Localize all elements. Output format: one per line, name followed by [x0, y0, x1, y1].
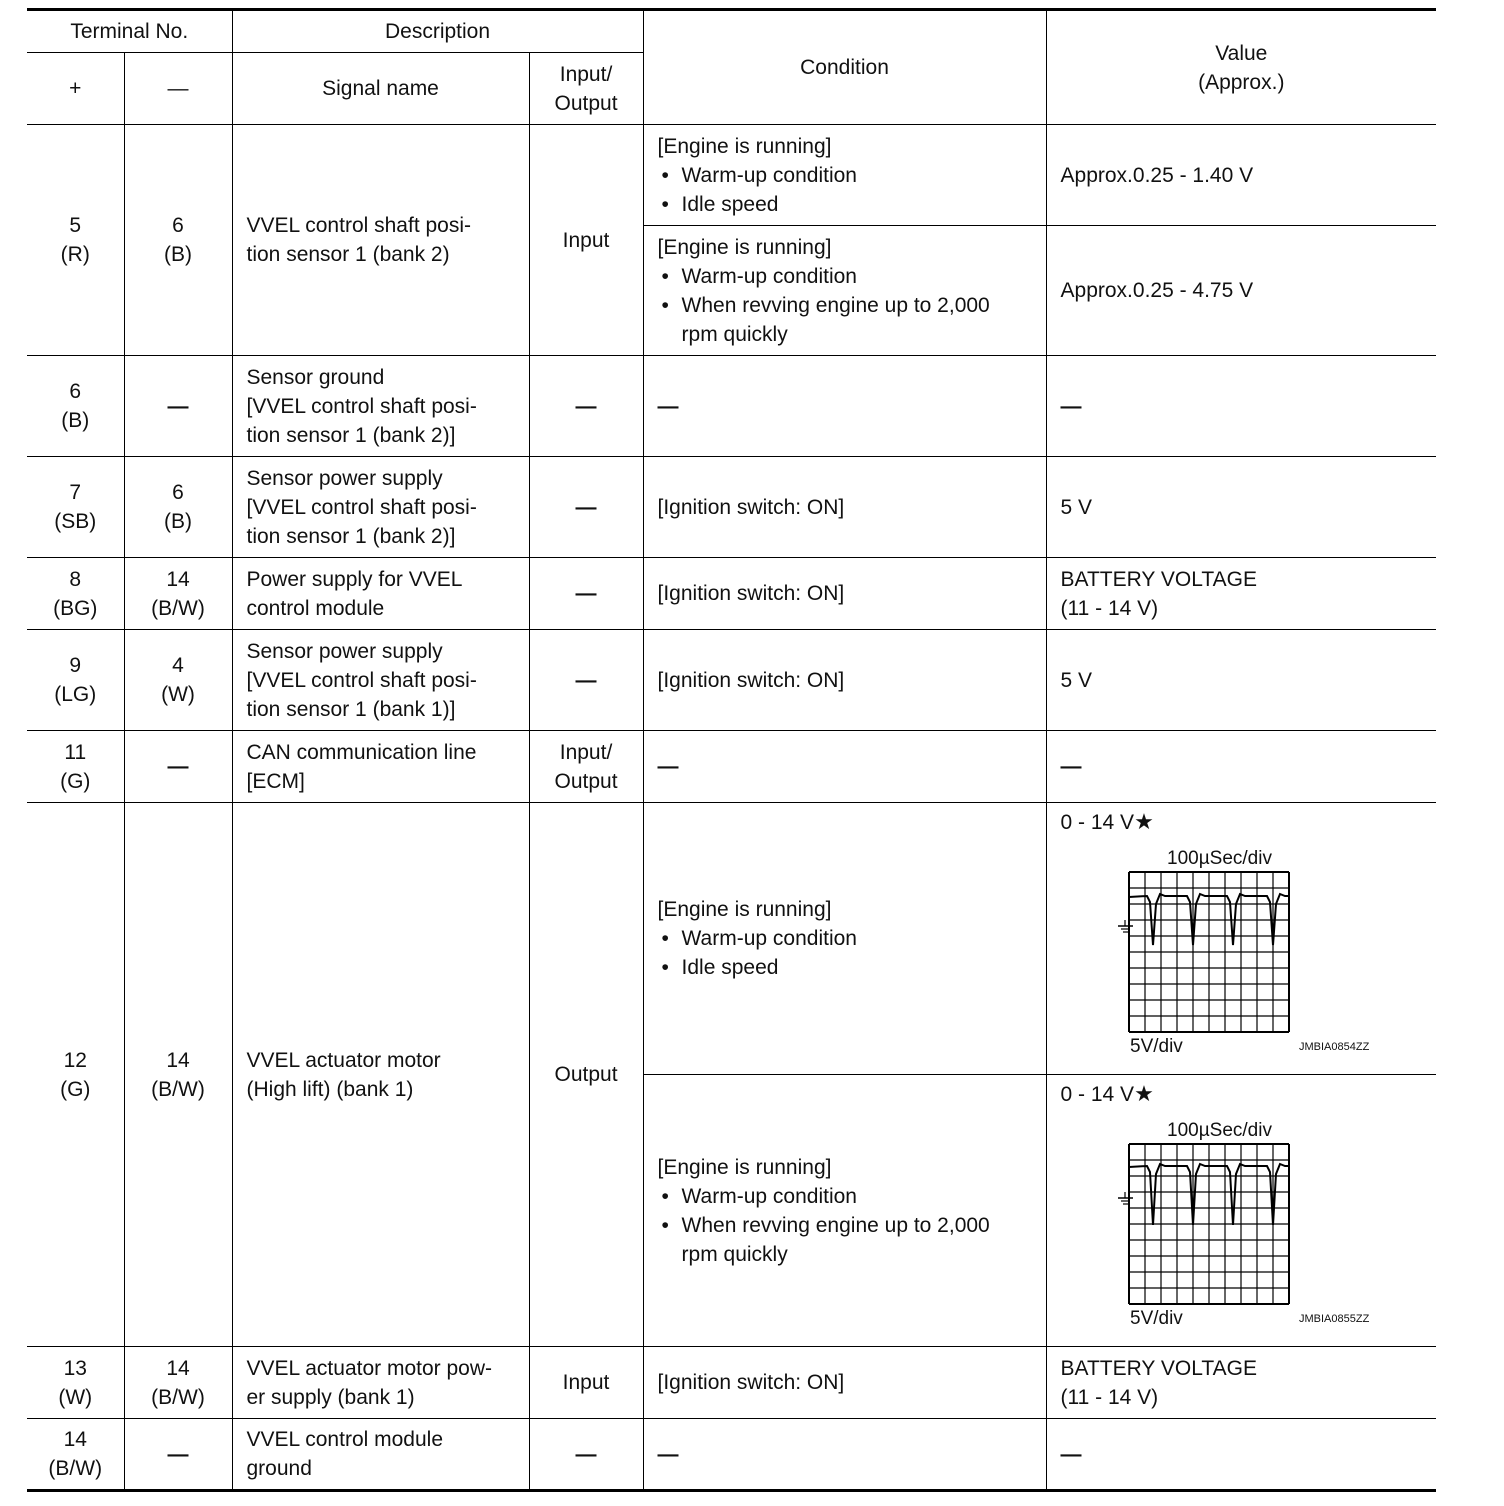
terminal-minus-no: 6 [172, 214, 184, 237]
terminal-minus-no: — [167, 755, 189, 778]
table-row [27, 457, 1436, 558]
io-line: — [575, 495, 597, 519]
header-signal-name: Signal name [232, 53, 529, 125]
signal-name-line: tion sensor 1 (bank 2)] [246, 524, 456, 548]
condition-line: [Engine is running] [657, 235, 832, 259]
signal-name-line: [VVEL control shaft posi- [246, 668, 477, 692]
value-line: Approx.0.25 - 4.75 V [1060, 279, 1254, 302]
terminal-minus-no: 4 [172, 654, 184, 677]
condition-item: • Warm-up condition [658, 924, 1032, 953]
signal-name [232, 1419, 529, 1491]
io-direction [529, 1347, 643, 1419]
signal-name-line: ground [246, 1457, 312, 1480]
io-direction [529, 731, 643, 803]
signal-name-line: CAN communication line [246, 740, 477, 764]
terminal-minus-no: 14 [166, 1048, 190, 1072]
value [1046, 226, 1436, 356]
terminal-plus [27, 457, 124, 558]
header-condition: Condition [643, 10, 1046, 125]
terminal-minus-no: — [167, 394, 189, 418]
header-value-line1: Value [1215, 41, 1268, 65]
condition-item: • When revving engine up to 2,000 rpm quickly [658, 1211, 1032, 1269]
header-value-line2: (Approx.) [1198, 70, 1285, 94]
table-row [27, 356, 1436, 457]
signal-name-line: tion sensor 1 (bank 1)] [246, 697, 456, 721]
signal-name-line: (High lift) (bank 1) [246, 1077, 414, 1101]
signal-name-line: VVEL actuator motor pow- [246, 1356, 492, 1380]
condition-line: — [657, 1442, 679, 1466]
condition [643, 558, 1046, 630]
condition-item: • Idle speed [658, 190, 1032, 219]
signal-name-line: er supply (bank 1) [246, 1385, 415, 1409]
scope-time-div: 100µSec/div [1166, 848, 1272, 869]
io-direction [529, 630, 643, 731]
terminal-plus [27, 731, 124, 803]
condition-list [658, 161, 1032, 219]
wire-color: (SB) [54, 510, 97, 533]
value-line: — [1060, 1442, 1082, 1466]
condition [643, 803, 1046, 1075]
star-icon: ★ [1134, 809, 1154, 834]
condition-line: [Engine is running] [657, 134, 832, 158]
wire-color: (G) [60, 769, 91, 793]
condition-line: — [657, 755, 679, 778]
condition-line: — [657, 394, 679, 418]
condition [643, 226, 1046, 356]
signal-name-line: VVEL control module [246, 1428, 443, 1451]
signal-name-line: VVEL actuator motor [246, 1048, 441, 1072]
table-row [27, 1347, 1436, 1419]
signal-name-line: control module [246, 596, 385, 620]
wire-color: (B/W) [151, 1385, 205, 1409]
value [1046, 1419, 1436, 1491]
signal-name [232, 125, 529, 356]
wire-color: (W) [58, 1385, 93, 1409]
value [1046, 125, 1436, 226]
header-value [1046, 10, 1436, 125]
header-minus: — [124, 53, 232, 125]
terminal-plus [27, 558, 124, 630]
value-line: Approx.0.25 - 1.40 V [1060, 163, 1254, 187]
io-direction [529, 803, 643, 1347]
table-body [27, 125, 1436, 1491]
terminal-minus [124, 1419, 232, 1491]
table-row [27, 630, 1436, 731]
terminal-plus-no: 13 [63, 1356, 87, 1380]
scope-figure-code: JMBIA0854ZZ [1298, 1041, 1369, 1053]
terminal-plus-no: 9 [69, 654, 82, 677]
signal-name [232, 1347, 529, 1419]
terminal-minus [124, 356, 232, 457]
wire-color: (B) [61, 409, 90, 432]
io-line: Output [554, 1063, 618, 1086]
terminal-plus [27, 803, 124, 1347]
condition-line: [Engine is running] [657, 898, 832, 921]
value-line: (11 - 14 V) [1060, 1385, 1159, 1409]
wire-color: (G) [60, 1077, 91, 1101]
scope-range: 0 - 14 V [1060, 811, 1135, 834]
signal-name-line: Power supply for VVEL [246, 567, 463, 591]
condition [643, 1075, 1046, 1347]
value [1046, 731, 1436, 803]
condition-item: • When revving engine up to 2,000 rpm quickly [658, 291, 1032, 349]
condition [643, 457, 1046, 558]
value-line: BATTERY VOLTAGE [1060, 567, 1257, 591]
signal-name-line: Sensor power supply [246, 466, 443, 490]
wire-color: (B) [164, 243, 192, 266]
condition-line: [Engine is running] [657, 1155, 832, 1179]
io-line: — [575, 394, 597, 418]
value [1046, 803, 1436, 1075]
condition [643, 356, 1046, 457]
terminal-minus [124, 1347, 232, 1419]
table-row [27, 1419, 1436, 1491]
table-row [27, 558, 1436, 630]
io-line: Input [562, 228, 610, 252]
condition-item: • Warm-up condition [658, 161, 1032, 190]
io-direction [529, 1419, 643, 1491]
signal-name-line: [VVEL control shaft posi- [246, 495, 477, 519]
condition-line: [Ignition switch: ON] [657, 582, 845, 605]
value [1046, 1075, 1436, 1347]
terminal-minus [124, 630, 232, 731]
wire-color: (R) [60, 243, 90, 266]
value-line: — [1060, 394, 1082, 418]
value-line: BATTERY VOLTAGE [1060, 1356, 1257, 1380]
terminal-plus [27, 1347, 124, 1419]
signal-name [232, 356, 529, 457]
value [1046, 457, 1436, 558]
condition-list [658, 262, 1032, 349]
terminal-minus-no: 14 [166, 1356, 190, 1380]
oscilloscope-figure [1061, 1075, 1423, 1343]
io-direction [529, 457, 643, 558]
signal-name-line: Sensor power supply [246, 639, 443, 663]
value [1046, 630, 1436, 731]
condition [643, 1347, 1046, 1419]
table-row [27, 125, 1436, 226]
value-line: (11 - 14 V) [1060, 596, 1159, 620]
wire-color: (LG) [54, 683, 97, 706]
scope-range-label [1061, 1079, 1154, 1109]
terminal-minus [124, 457, 232, 558]
header-plus: + [27, 53, 124, 125]
terminal-minus [124, 803, 232, 1347]
io-line: Input [562, 1371, 610, 1394]
signal-name [232, 731, 529, 803]
value-line: 5 V [1060, 668, 1093, 692]
signal-name-line: tion sensor 1 (bank 2) [246, 243, 450, 266]
terminal-minus-no: 6 [172, 481, 184, 504]
terminal-minus-no: 14 [166, 567, 190, 591]
terminal-plus [27, 630, 124, 731]
terminal-minus-no: — [167, 1442, 189, 1466]
scope-volt-div: 5V/div [1129, 1308, 1183, 1329]
oscilloscope-waveform [1061, 1109, 1401, 1329]
condition [643, 125, 1046, 226]
scope-range-label [1061, 807, 1154, 837]
signal-name-line: VVEL control shaft posi- [246, 214, 471, 237]
condition-line: [Ignition switch: ON] [657, 1371, 845, 1394]
signal-name-line: [VVEL control shaft posi- [246, 394, 477, 418]
io-line: — [575, 668, 597, 692]
signal-name [232, 457, 529, 558]
header-terminal-no: Terminal No. [27, 10, 232, 53]
terminal-minus [124, 731, 232, 803]
table-row [27, 731, 1436, 803]
scope-range: 0 - 14 V [1060, 1083, 1135, 1106]
signal-name-line: Sensor ground [246, 365, 385, 389]
oscilloscope-figure [1061, 803, 1423, 1071]
io-line: — [575, 1442, 597, 1466]
wire-color: (B) [164, 510, 192, 533]
wire-color: (BG) [53, 596, 98, 620]
oscilloscope-waveform [1061, 837, 1401, 1057]
terminal-minus [124, 558, 232, 630]
condition-item: • Idle speed [658, 953, 1032, 982]
ground-icon [1118, 1192, 1133, 1204]
terminal-plus-no: 11 [64, 740, 87, 764]
table-row [27, 803, 1436, 1075]
signal-name-line: [ECM] [246, 769, 305, 793]
condition-line: [Ignition switch: ON] [657, 668, 845, 692]
value [1046, 356, 1436, 457]
condition [643, 1419, 1046, 1491]
scope-volt-div: 5V/div [1129, 1036, 1183, 1057]
io-line: Output [554, 769, 618, 793]
header-io: Input/ Output [529, 53, 643, 125]
scope-time-div: 100µSec/div [1166, 1120, 1272, 1141]
value-line: 5 V [1060, 495, 1093, 519]
condition [643, 630, 1046, 731]
terminal-table [27, 8, 1436, 1492]
terminal-plus-no: 8 [69, 567, 82, 591]
signal-name-line: tion sensor 1 (bank 2)] [246, 423, 456, 447]
header-description: Description [232, 10, 643, 53]
star-icon: ★ [1134, 1081, 1154, 1106]
condition-list [658, 1182, 1032, 1269]
scope-figure-code: JMBIA0855ZZ [1298, 1313, 1369, 1325]
signal-name [232, 630, 529, 731]
io-line: — [575, 582, 597, 605]
signal-name [232, 558, 529, 630]
terminal-plus-no: 14 [63, 1428, 87, 1451]
io-direction [529, 125, 643, 356]
value [1046, 558, 1436, 630]
condition-item: • Warm-up condition [658, 1182, 1032, 1211]
terminal-plus [27, 356, 124, 457]
wire-color: (W) [161, 683, 195, 706]
wire-color: (B/W) [151, 596, 205, 620]
terminal-plus-no: 6 [69, 380, 82, 403]
value-line: — [1060, 755, 1082, 778]
io-direction [529, 356, 643, 457]
wire-color: (B/W) [151, 1077, 205, 1101]
wire-color: (B/W) [48, 1457, 103, 1480]
terminal-plus-no: 12 [63, 1048, 87, 1072]
value [1046, 1347, 1436, 1419]
condition-item: • Warm-up condition [658, 262, 1032, 291]
terminal-minus [124, 125, 232, 356]
io-direction [529, 558, 643, 630]
condition-list [658, 924, 1032, 982]
terminal-plus-no: 5 [69, 214, 82, 237]
terminal-plus-no: 7 [69, 481, 82, 504]
terminal-plus [27, 1419, 124, 1491]
condition [643, 731, 1046, 803]
terminal-plus [27, 125, 124, 356]
io-line: Input/ [559, 740, 613, 764]
condition-line: [Ignition switch: ON] [657, 495, 845, 519]
ground-icon [1118, 920, 1133, 932]
signal-name [232, 803, 529, 1347]
